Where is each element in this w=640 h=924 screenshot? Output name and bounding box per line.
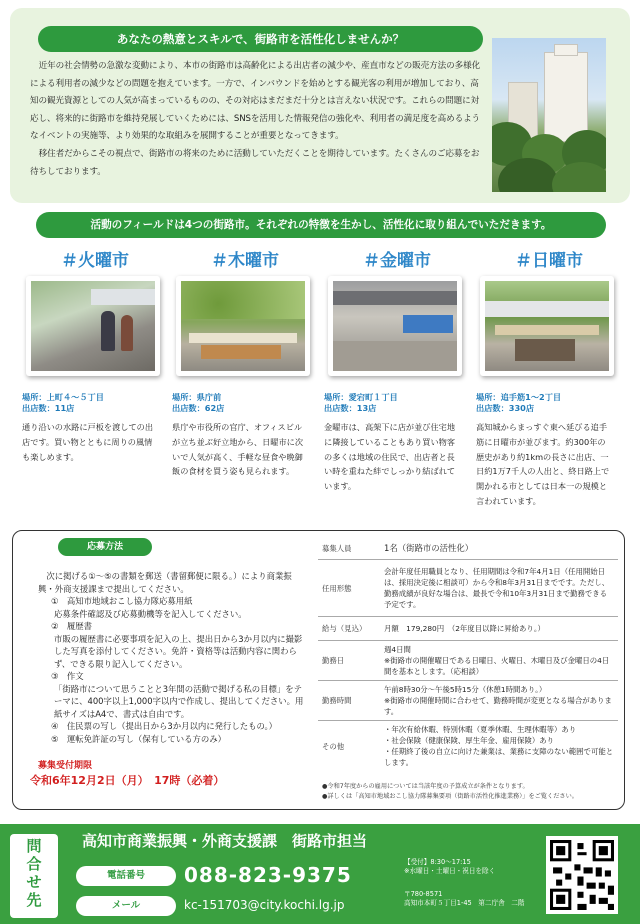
document-item-detail: 市販の履歴書に必要事項を記入の上、提出日から3か月以内に撮影した写真を添付してください。免許・資格等は活動内容に関わらず、できる限り記入してください。 (54, 633, 303, 669)
market-place: 場所：愛宕町１丁目 (324, 392, 398, 402)
qr-code-graphic (550, 840, 614, 910)
market-photo (176, 276, 310, 376)
market-shops: 出店数：330店 (476, 403, 535, 413)
address-line: 〒780-8571 (404, 890, 443, 898)
phone-label: 電話番号 (76, 866, 176, 886)
document-item: ② 履歴書 (51, 621, 93, 631)
address-line: 高知市本町５丁目1-45 第二庁舎 二階 (404, 899, 525, 907)
application-title: 応募方法 (58, 538, 152, 556)
document-item: ③ 作文 (51, 671, 84, 681)
row-value: 週4日間 ※街路市の開催曜日である日曜日、火曜日、木曜日及び金曜日の4日間を基本とします。（応相談） (380, 641, 618, 681)
market-description: 通り沿いの水路に戸板を渡しての出店です。買い物とともに周りの風情も楽しめます。 (22, 422, 154, 462)
market-shops: 出店数：62店 (172, 403, 225, 413)
contact-label-char: 先 (26, 891, 42, 909)
row-value: 会計年度任用職員となり、任用期間は令和7年4月1日（任用開始日は、採用決定後に相談可）から令和8年3月31日までです。ただし、勤務成績が良好な場合は、最長で令和10年3月31日まで勤務できる予定です。 (380, 560, 618, 617)
market-place: 場所：追手筋1～2丁目 (476, 392, 562, 402)
row-label: 勤務日 (318, 641, 380, 681)
city-street-photo (492, 38, 606, 192)
market-place: 場所：上町４～５丁目 (22, 392, 104, 402)
deadline: 令和6年12月2日（月） 17時（必着） (30, 774, 225, 787)
phone-number[interactable]: 088-823-9375 (184, 863, 352, 887)
market-photo (328, 276, 462, 376)
market-thursday (170, 246, 320, 479)
table-row (318, 538, 618, 560)
recruitment-table (318, 538, 618, 771)
intro-paragraph: 移住者だからこその視点で、街路市の将来のために活動していただくことを期待しています。たくさんのご応募をお待ちしております。 (30, 148, 480, 177)
table-row (318, 681, 618, 721)
intro-title: あなたの熱意とスキルで、街路市を活性化しませんか？ (38, 26, 483, 52)
note: ●令和7年度からの雇用については当該年度の予算成立が条件となります。 (322, 783, 529, 790)
row-label: その他 (318, 721, 380, 772)
market-tag: ＃火曜市 (61, 251, 129, 271)
document-item-detail: 応募条件確認及び応募動機等を記入してください。 (54, 608, 247, 619)
application-instructions (38, 570, 306, 745)
email-link[interactable]: kc-151703@city.kochi.lg.jp (184, 898, 345, 912)
note: ●詳しくは「高知市地域おこし協力隊募集要項（街路市活性化推進業務）」をご覧ください。 (322, 792, 578, 800)
notes (322, 782, 618, 801)
reception-hours (404, 858, 495, 876)
row-label: 勤務時間 (318, 681, 380, 721)
market-shops: 出店数：13店 (324, 403, 377, 413)
market-place: 場所：県庁前 (172, 392, 222, 402)
table-row (318, 560, 618, 617)
market-description: 高知城からまっすぐ東へ延びる追手筋に日曜市が並びます。約300年の歴史があり約1kmの長さに出店、一日約1万7千人の人出と、終日路上で開かれる市としては日本一の規模と言われています。 (476, 422, 610, 506)
market-tag: ＃日曜市 (515, 251, 583, 271)
row-value: 午前8時30分～午後5時15分（休憩1時間あり。） ※街路市の開催時間に合わせて、勤務時間が変更となる場合があります。 (380, 681, 618, 721)
hours-line: 【受付】8:30～17:15 (404, 858, 471, 866)
application-lead: 次に掲げる①～⑤の書類を郵送（書留郵便に限る。）により商業振興・外商支援課まで提出してください。 (38, 571, 292, 594)
contact-label-char: 問 (26, 837, 42, 855)
market-description: 金曜市は、高架下に店が並び住宅地に隣接していることもあり買い物客の多くは地域の住民で、出店者と長い時を重ねた絆でしっかり結ばれています。 (324, 422, 456, 492)
fields-title: 活動のフィールドは4つの街路市。それぞれの特徴を生かし、活性化に取り組んでいただきます。 (36, 212, 606, 238)
deadline-label: 募集受付期限 (38, 761, 93, 771)
market-tag: ＃木曜市 (211, 251, 279, 271)
document-item-detail: 「街路市について思うことと3年間の活動で掲げる私の目標」をテーマに、400字以上1,000字以内で作成し、提出してください。用紙サイズはA4で、書式は自由です。 (54, 683, 304, 719)
market-tuesday (20, 246, 170, 464)
row-label: 任用形態 (318, 560, 380, 617)
row-label: 給与（見込） (318, 617, 380, 641)
department-name: 高知市商業振興・外商支援課 街路市担当 (82, 832, 368, 850)
intro-text (30, 58, 486, 181)
market-description: 県庁や市役所の官庁、オフィスビルが立ち並ぶ好立地から、日曜市に次いで人気が高く、手軽な昼食や晩御飯の食材を買う姿も見られます。 (172, 422, 304, 477)
row-value: 月額 179,280円 （2年度目以降に昇給あり。） (380, 617, 618, 641)
table-row (318, 617, 618, 641)
contact-label-char: 合 (26, 855, 42, 873)
address (404, 890, 524, 908)
intro-paragraph: 近年の社会情勢の急激な変動により、本市の街路市は高齢化による出店者の減少や、産直市などの販売方法の多様化による利用者の減少などの問題を抱えています。一方で、インバウンドを始めとする観光客の利用が増加しており、高知の観光資源としての人気が高まっているものの、その対応はまだまだ十分とは言えない状況です。これらの問題に対応し、将来的に街路市を維持発展していくためには、SNSを活用した情報発信の強化や、利用者の満足度を高めるようなイベントの実施等、より効果的な取組みを展開することが重要となってきます。 (30, 61, 481, 142)
document-item: ① 高知市地域おこし協力隊応募用紙 (51, 596, 193, 606)
market-photo (480, 276, 614, 376)
qr-code-icon[interactable] (546, 836, 618, 914)
row-value: ・年次有給休暇、特別休暇（夏季休暇、生理休暇等）あり ・社会保険（健康保険、厚生年金、雇用保険）あり ・任期終了後の自立に向けた兼業は、業務に支障のない範囲で可能とします。 (380, 721, 618, 772)
document-item: ⑤ 運転免許証の写し（保有している方のみ） (51, 733, 227, 744)
market-shops: 出店数：11店 (22, 403, 75, 413)
market-photo (26, 276, 160, 376)
document-item: ④ 住民票の写し（提出日から3か月以内に発行したもの。） (51, 721, 278, 731)
table-row (318, 721, 618, 772)
contact-label (10, 834, 58, 918)
market-friday (322, 246, 472, 494)
row-value: 1名（街路市の活性化） (384, 543, 474, 553)
mail-label: メール (76, 896, 176, 916)
market-tag: ＃金曜市 (363, 251, 431, 271)
hours-line: ※水曜日・土曜日・祝日を除く (404, 867, 496, 875)
row-label: 募集人員 (322, 544, 352, 553)
table-row (318, 641, 618, 681)
contact-label-char: せ (26, 873, 42, 891)
market-sunday (474, 246, 624, 509)
